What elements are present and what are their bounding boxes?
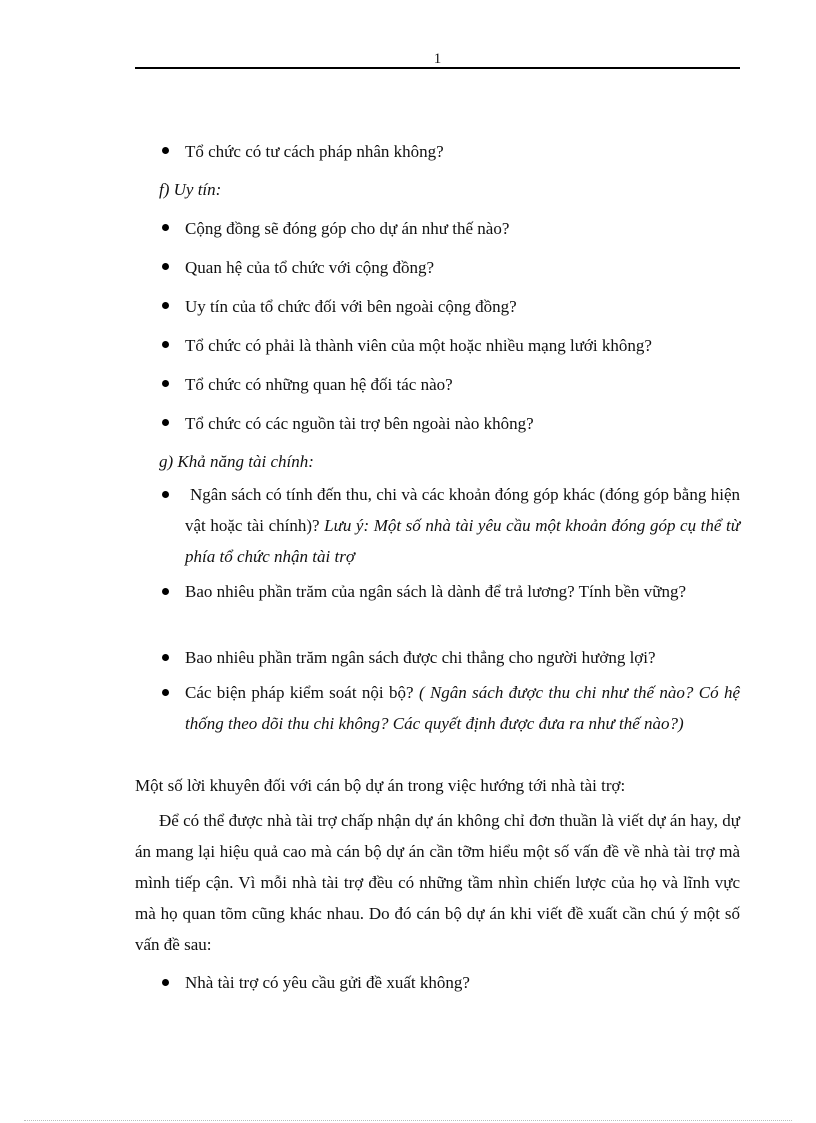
bullet-icon — [162, 263, 169, 270]
bullet-icon — [162, 419, 169, 426]
footer-rule — [24, 1120, 792, 1121]
budget-note: Lưu ý: Một số nhà tài yêu cầu một khoản đóng góp cụ thể từ phía tổ chức nhận tài trợ — [185, 516, 741, 566]
control-note: ( Ngân sách được thu chi như thế nào? Có hệ thống theo dõi thu chi không? Các quyết định được đưa ra như thế nào?) — [185, 683, 741, 733]
section-heading-reputation: f) Uy tín: — [159, 180, 222, 199]
list-item: Cộng đồng sẽ đóng góp cho dự án như thế nào? — [185, 219, 510, 238]
advice-paragraph-text: Để có thể được nhà tài trợ chấp nhận dự án không chỉ đơn thuần là viết dự án hay, dự án mang lại hiệu quả cao mà cán bộ dự án cần tỡm hiểu một số vấn đề về nhà tài trợ mà mình tiếp cận. Vì mỗi nhà tài trợ đều có những tầm nhìn chiến lược của họ và lĩnh vực mà họ quan tõm cũng khác nhau. Do đó cán bộ dự án khi viết đề xuất cần chú ý một số vấn đề sau: — [135, 811, 740, 954]
section-heading-finance: g) Khả năng tài chính: — [159, 452, 314, 471]
bullet-icon — [162, 341, 169, 348]
list-item: Tổ chức có tư cách pháp nhân không? — [185, 142, 444, 161]
budget-text: Ngân sách có tính đến thu, chi và các khoản đóng góp khác (đóng góp bằng hiện vật hoặc tài chính)? — [185, 485, 740, 535]
bullet-icon — [162, 654, 169, 661]
bullet-icon — [162, 979, 169, 986]
list-item: Tổ chức có những quan hệ đối tác nào? — [185, 375, 453, 394]
list-item-control — [185, 677, 740, 739]
bullet-icon — [162, 689, 169, 696]
advice-paragraph — [135, 805, 740, 960]
bullet-icon — [162, 380, 169, 387]
header-rule — [135, 67, 740, 69]
list-item: Quan hệ của tổ chức với cộng đồng? — [185, 258, 435, 277]
bullet-icon — [162, 302, 169, 309]
list-item: Tổ chức có phải là thành viên của một hoặc nhiều mạng lưới không? — [185, 336, 652, 355]
page-number: 1 — [433, 51, 442, 67]
list-item: Nhà tài trợ có yêu cầu gửi đề xuất không? — [185, 973, 470, 992]
list-item: Tổ chức có các nguồn tài trợ bên ngoài nào không? — [185, 414, 534, 433]
bullet-icon — [162, 491, 169, 498]
list-item-budget — [185, 479, 740, 572]
bullet-icon — [162, 147, 169, 154]
bullet-icon — [162, 224, 169, 231]
bullet-icon — [162, 588, 169, 595]
control-text: Các biện pháp kiểm soát nội bộ? — [185, 683, 414, 702]
list-item: Uy tín của tổ chức đối với bên ngoài cộng đồng? — [185, 297, 517, 316]
list-item: Bao nhiêu phần trăm của ngân sách là dành để trả lương? Tính bền vững? — [185, 582, 687, 601]
advice-intro: Một số lời khuyên đối với cán bộ dự án trong việc hướng tới nhà tài trợ: — [135, 776, 626, 795]
list-item: Bao nhiêu phần trăm ngân sách được chi thẳng cho người hưởng lợi? — [185, 648, 656, 667]
